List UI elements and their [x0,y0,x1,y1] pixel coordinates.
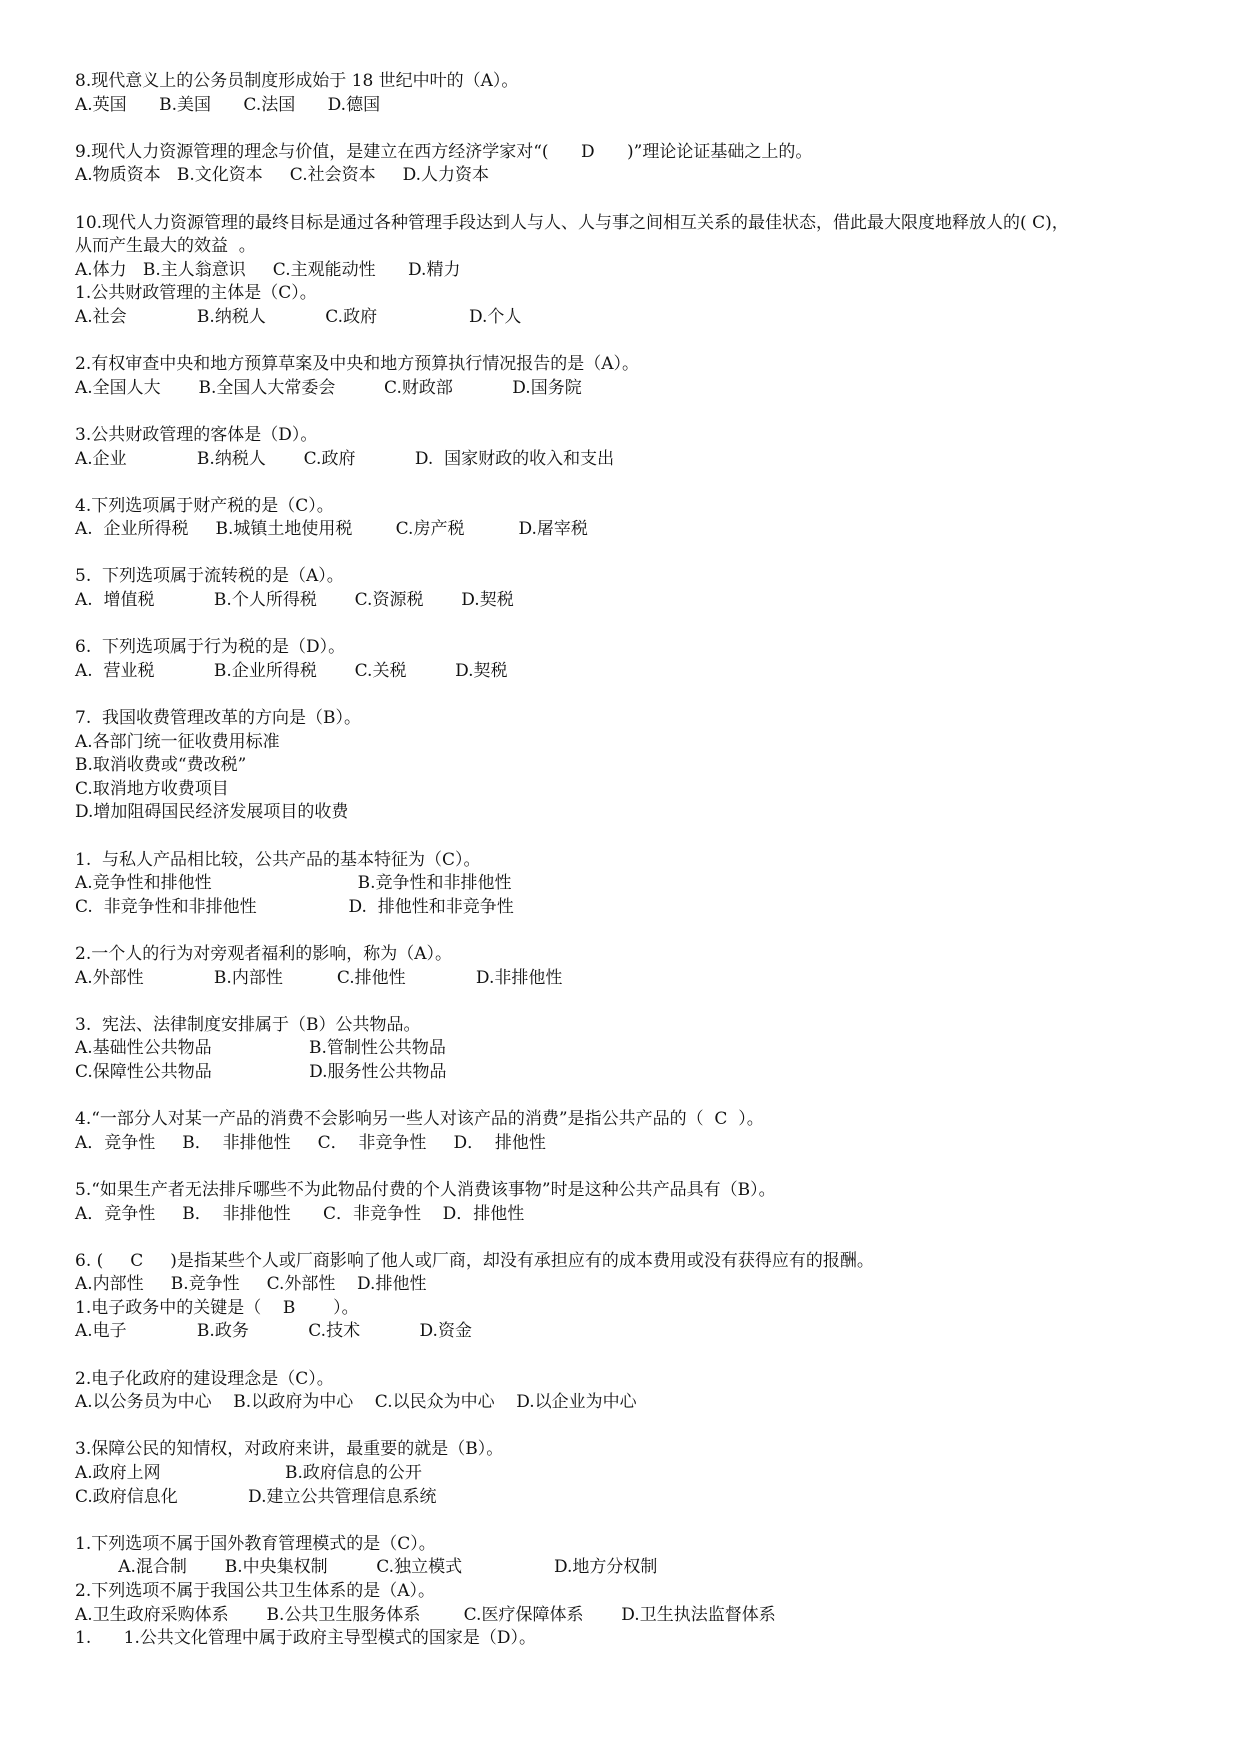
text-line: 9.现代人力资源管理的理念与价值，是建立在西方经济学家对“( D )”理论论证基础之上的。 [75,141,813,162]
paragraph-spacer [75,542,1185,566]
text-line: A.各部门统一征收费用标准 [75,731,280,752]
text-line: 7. 我国收费管理改革的方向是（B）。 [75,708,362,729]
question-block [75,70,1185,117]
text-line: A．竞争性 B． 非排他性 C．非竞争性 D．排他性 [75,1203,525,1224]
text-line: 10.现代人力资源管理的最终目标是通过各种管理手段达到人与人、人与事之间相互关系的最佳状态，借此最大限度地释放人的( C)， [75,212,1069,233]
text-line: 2.有权审查中央和地方预算草案及中央和地方预算执行情况报告的是（A）。 [75,354,639,375]
question-block [75,1438,1185,1509]
question-block [75,141,1185,188]
paragraph-spacer [75,330,1185,354]
text-line: A. 企业所得税 B.城镇土地使用税 C.房产税 D.屠宰税 [75,519,588,540]
question-block [75,849,1185,920]
text-line: A.电子 B.政务 C.技术 D.资金 [75,1321,472,1342]
paragraph-spacer [75,683,1185,707]
question-block [75,1250,1185,1344]
paragraph-spacer [75,919,1185,943]
paragraph-spacer [75,990,1185,1014]
text-line: A.政府上网 B.政府信息的公开 [75,1463,422,1484]
text-line: A.英国 B.美国 C.法国 D.德国 [75,94,381,115]
text-line: A.企业 B.纳税人 C.政府 D. 国家财政的收入和支出 [75,448,615,469]
text-line: A. 营业税 B.企业所得税 C.关税 D.契税 [75,660,508,681]
text-line: 1.电子政务中的关键是（ B ）。 [75,1297,359,1318]
text-line: B.取消收费或“费改税” [75,755,247,776]
text-line: 6. ( C )是指某些个人或厂商影响了他人或厂商，却没有承担应有的成本费用或没有获得应有的报酬。 [75,1250,874,1271]
text-line: C.政府信息化 D.建立公共管理信息系统 [75,1486,437,1507]
paragraph-spacer [75,1344,1185,1368]
text-line: A. 增值税 B.个人所得税 C.资源税 D.契税 [75,590,514,611]
paragraph-spacer [75,1509,1185,1533]
text-line: 1. 与私人产品相比较，公共产品的基本特征为（C）。 [75,849,481,870]
text-line: 8.现代意义上的公务员制度形成始于 18 世纪中叶的（A）。 [75,71,519,91]
text-line: 2.一个人的行为对旁观者福利的影响，称为（A）。 [75,943,452,964]
text-line: 1.公共财政管理的主体是（C）。 [75,283,317,304]
text-line: 3.保障公民的知情权，对政府来讲，最重要的就是（B）。 [75,1439,504,1460]
text-line: C.取消地方收费项目 [75,778,229,799]
text-line: 1. 1.公共文化管理中属于政府主导型模式的国家是（D）。 [75,1628,536,1649]
question-block [75,565,1185,612]
text-line: 4.下列选项属于财产税的是（C）。 [75,495,334,516]
question-block [75,636,1185,683]
text-line: 6. 下列选项属于行为税的是（D）。 [75,637,346,658]
question-block [75,495,1185,542]
question-block [75,1533,1185,1651]
text-line: 2.电子化政府的建设理念是（C）。 [75,1368,334,1389]
text-line: A.卫生政府采购体系 B.公共卫生服务体系 C.医疗保障体系 D.卫生执法监督体系 [75,1604,776,1625]
text-line: D.增加阻碍国民经济发展项目的收费 [75,802,349,823]
question-block [75,1108,1185,1155]
text-line: A.基础性公共物品 B.管制性公共物品 [75,1038,446,1059]
question-block [75,707,1185,825]
paragraph-spacer [75,613,1185,637]
text-line: A.外部性 B.内部性 C.排他性 D.非排他性 [75,967,563,988]
paragraph-spacer [75,471,1185,495]
text-line: A.体力 B.主人翁意识 C.主观能动性 D.精力 [75,259,461,280]
text-line: A.物质资本 B.文化资本 C.社会资本 D.人力资本 [75,165,490,186]
paragraph-spacer [75,1415,1185,1439]
text-line: A.全国人大 B.全国人大常委会 C.财政部 D.国务院 [75,377,582,398]
text-line: A.混合制 B.中央集权制 C.独立模式 D.地方分权制 [75,1557,658,1578]
paragraph-spacer [75,825,1185,849]
text-line: 3.公共财政管理的客体是（D）。 [75,424,318,445]
text-line: 1.下列选项不属于国外教育管理模式的是（C）。 [75,1533,436,1554]
text-line: 5.“如果生产者无法排斥哪些不为此物品付费的个人消费该事物”时是这种公共产品具有（B）。 [75,1179,776,1200]
question-block [75,353,1185,400]
text-line: A.竞争性和排他性 B.竞争性和非排他性 [75,873,512,894]
question-block [75,212,1185,330]
text-line: 3. 宪法、法律制度安排属于（B）公共物品。 [75,1014,421,1035]
paragraph-spacer [75,1226,1185,1250]
paragraph-spacer [75,188,1185,212]
question-block [75,1014,1185,1085]
paragraph-spacer [75,1155,1185,1179]
text-line: A.以公务员为中心 B.以政府为中心 C.以民众为中心 D.以企业为中心 [75,1392,637,1413]
paragraph-spacer [75,117,1185,141]
text-line: 4.“一部分人对某一产品的消费不会影响另一些人对该产品的消费”是指公共产品的（ C ）。 [75,1109,764,1130]
question-block [75,1368,1185,1415]
text-line: 5. 下列选项属于流转税的是（A）。 [75,566,344,587]
text-line: A.内部性 B.竞争性 C.外部性 D.排他性 [75,1274,427,1295]
paragraph-spacer [75,1085,1185,1109]
text-line: C. 非竞争性和非排他性 D. 排他性和非竞争性 [75,896,514,917]
text-line: C.保障性公共物品 D.服务性公共物品 [75,1061,447,1082]
text-line: 从而产生最大的效益 。 [75,236,256,257]
text-line: 2.下列选项不属于我国公共卫生体系的是（A）。 [75,1581,435,1601]
text-line: A．竞争性 B． 非排他性 C． 非竞争性 D． 排他性 [75,1132,546,1153]
document-page [75,70,1185,1651]
question-block [75,424,1185,471]
text-line: A.社会 B.纳税人 C.政府 D.个人 [75,306,522,327]
paragraph-spacer [75,400,1185,424]
question-block [75,1179,1185,1226]
question-block [75,943,1185,990]
